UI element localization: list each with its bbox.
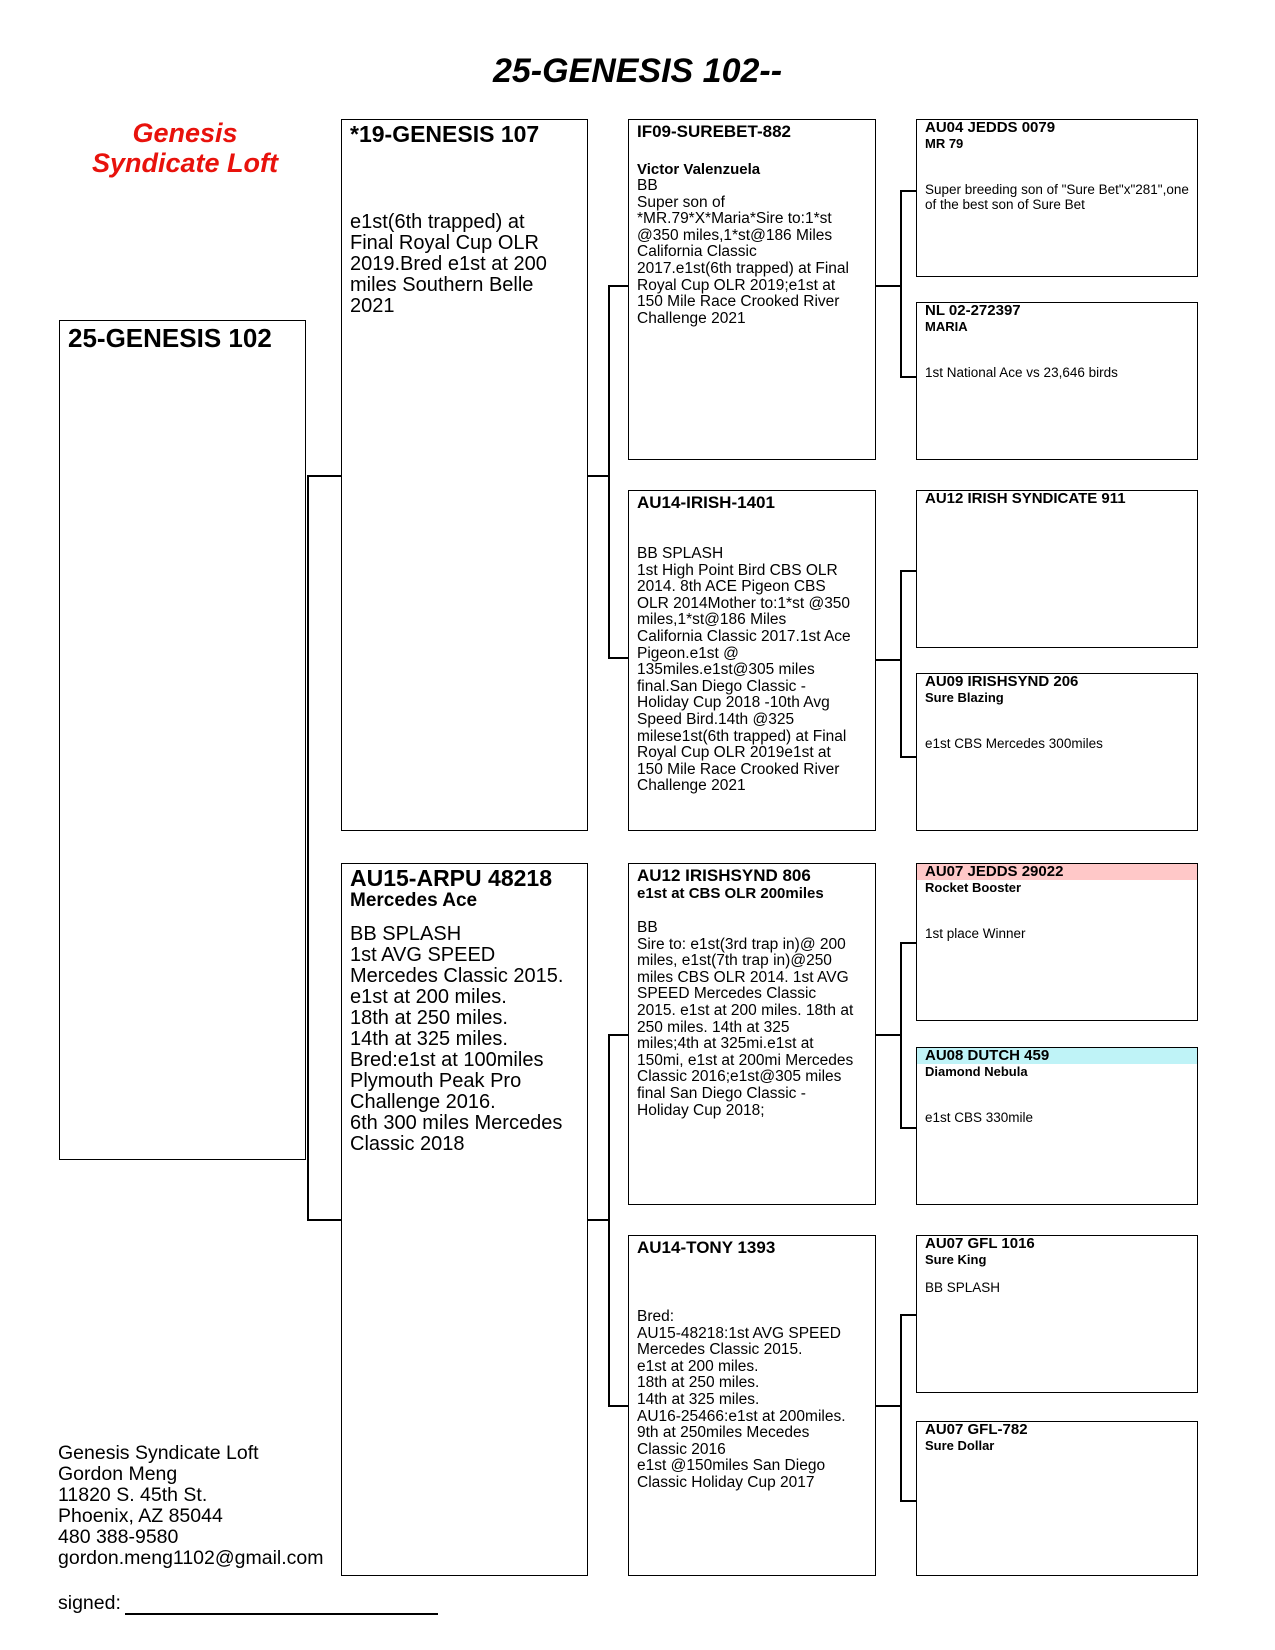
ggp-name-4: AU09 IRISHSYND 206: [925, 673, 1079, 690]
ggp-name-5: AU07 JEDDS 29022: [917, 864, 1197, 880]
connector-line: [900, 942, 902, 1127]
dam-name: AU15-ARPU 48218: [350, 865, 552, 891]
contact-email[interactable]: gordon.meng1102@gmail.com: [58, 1547, 324, 1569]
connector-line: [608, 285, 610, 657]
ggp-description-5: 1st place Winner: [925, 926, 1026, 941]
subject-box: [59, 320, 306, 1160]
dam-sire-name: AU12 IRISHSYND 806: [637, 866, 811, 885]
connector-line: [307, 1219, 341, 1221]
connector-line: [900, 1127, 916, 1129]
contact-city: Phoenix, AZ 85044: [58, 1505, 223, 1527]
ggp-box-1: [916, 119, 1198, 277]
ggp-box-5: [916, 863, 1198, 1021]
sire-sire-description: BB Super son of *MR.79*X*Maria*Sire to:1*st @350 miles,1*st@186 Miles California Classic 2017.e1st(6th trapped) at Final Royal Cup OLR 2019;e1st at 150 Mile Race Crooked River Challenge 2021: [637, 177, 849, 327]
sire-dam-name: AU14-IRISH-1401: [637, 493, 775, 512]
loft-name: [60, 118, 310, 178]
ggp-description-2: 1st National Ace vs 23,646 birds: [925, 365, 1118, 380]
sire-sire-subtitle: Victor Valenzuela: [637, 161, 761, 178]
ggp-name-6: AU08 DUTCH 459: [917, 1048, 1197, 1064]
ggp-subtitle-5: Rocket Booster: [925, 880, 1022, 895]
sire-description: e1st(6th trapped) at Final Royal Cup OLR 2019.Bred e1st at 200 miles Southern Belle 2021: [350, 211, 547, 317]
signed-label: signed:: [58, 1592, 121, 1614]
connector-line: [900, 376, 916, 378]
ggp-description-1: Super breeding son of "Sure Bet"x"281",one of the best son of Sure Bet: [925, 182, 1189, 212]
connector-line: [900, 570, 902, 756]
ggp-subtitle-8: Sure Dollar: [925, 1438, 995, 1453]
dam-sire-description: BB Sire to: e1st(3rd trap in)@ 200 miles, e1st(7th trap in)@250 miles CBS OLR 2014. 1st AVG SPEED Mercedes Classic 2015. e1st at 200 miles. 18th at 250 miles. 14th at 325 miles;4th at 325mi.e1st at 150mi, e1st at 200mi Mercedes Classic 2016;e1st@305 miles final San Diego Classic - Holiday Cup 2018;: [637, 919, 854, 1119]
connector-line: [608, 1034, 628, 1036]
dam-description: BB SPLASH 1st AVG SPEED Mercedes Classic 2015. e1st at 200 miles. 18th at 250 miles. 14th at 325 miles. Bred:e1st at 100miles Plymouth Peak Pro Challenge 2016. 6th 300 miles Mercedes Classic 2018: [350, 923, 564, 1155]
ggp-box-6: [916, 1047, 1198, 1205]
contact-loft: Genesis Syndicate Loft: [58, 1442, 259, 1464]
ggp-subtitle-2: MARIA: [925, 319, 968, 334]
ggp-box-4: [916, 673, 1198, 831]
ggp-name-1: AU04 JEDDS 0079: [925, 119, 1056, 136]
ggp-name-8: AU07 GFL-782: [925, 1421, 1028, 1438]
connector-line: [307, 475, 309, 1219]
loft-name-line2: Syndicate Loft: [91, 148, 279, 178]
ggp-name-3: AU12 IRISH SYNDICATE 911: [925, 490, 1126, 507]
connector-line: [876, 659, 900, 661]
dam-dam-box: [628, 1235, 876, 1576]
sire-box: [341, 119, 588, 831]
contact-block: [58, 1443, 324, 1569]
connector-line: [608, 657, 628, 659]
ggp-description-4: e1st CBS Mercedes 300miles: [925, 736, 1103, 751]
connector-line: [900, 756, 916, 758]
sire-name: *19-GENESIS 107: [350, 121, 540, 147]
sire-sire-name: IF09-SUREBET-882: [637, 122, 791, 141]
dam-subtitle: Mercedes Ace: [350, 890, 478, 911]
connector-line: [900, 1500, 916, 1502]
connector-line: [608, 1405, 628, 1407]
connector-line: [876, 285, 900, 287]
ggp-name-2: NL 02-272397: [925, 302, 1021, 319]
ggp-box-3: [916, 490, 1198, 648]
contact-street: 11820 S. 45th St.: [58, 1484, 208, 1506]
sire-dam-description: BB SPLASH 1st High Point Bird CBS OLR 2014. 8th ACE Pigeon CBS OLR 2014Mother to:1*st @350 miles,1*st@186 Miles California Classic 2017.1st Ace Pigeon.e1st @ 135miles.e1st@305 miles final.San Diego Classic - Holiday Cup 2018 -10th Avg Speed Bird.14th @325 milese1st(6th trapped) at Final Royal Cup OLR 2019e1st at 150 Mile Race Crooked River Challenge 2021: [637, 545, 851, 795]
connector-line: [900, 942, 916, 944]
dam-sire-subtitle: e1st at CBS OLR 200miles: [637, 885, 824, 902]
ggp-description-6: e1st CBS 330mile: [925, 1110, 1034, 1125]
ggp-description-7: BB SPLASH: [925, 1280, 1001, 1295]
contact-owner: Gordon Meng: [58, 1463, 178, 1485]
ggp-subtitle-6: Diamond Nebula: [925, 1064, 1028, 1079]
connector-line: [900, 1314, 916, 1316]
connector-line: [608, 285, 628, 287]
connector-line: [876, 1034, 900, 1036]
ggp-box-7: [916, 1235, 1198, 1393]
contact-phone: 480 388-9580: [58, 1526, 179, 1548]
connector-line: [900, 190, 902, 376]
connector-line: [900, 1314, 902, 1500]
connector-line: [900, 190, 916, 192]
ggp-subtitle-4: Sure Blazing: [925, 690, 1004, 705]
connector-line: [307, 475, 341, 477]
connector-line: [588, 475, 608, 477]
ggp-box-2: [916, 302, 1198, 460]
ggp-box-8: [916, 1421, 1198, 1576]
connector-line: [608, 1034, 610, 1405]
loft-name-line1: Genesis: [132, 118, 238, 148]
dam-sire-box: [628, 863, 876, 1205]
sire-sire-box: [628, 119, 876, 460]
pedigree-title: 25-GENESIS 102--: [492, 52, 783, 90]
signature-line[interactable]: [125, 1613, 438, 1615]
dam-box: [341, 863, 588, 1576]
ggp-subtitle-1: MR 79: [925, 136, 964, 151]
connector-line: [588, 1219, 608, 1221]
dam-dam-description: Bred: AU15-48218:1st AVG SPEED Mercedes Classic 2015. e1st at 200 miles. 18th at 250 miles. 14th at 325 miles. AU16-25466:e1st at 200miles. 9th at 250miles Mecedes Classic 2016 e1st @150miles San Diego Classic Holiday Cup 2017: [637, 1308, 846, 1491]
dam-dam-name: AU14-TONY 1393: [637, 1238, 776, 1257]
ggp-subtitle-7: Sure King: [925, 1252, 987, 1267]
connector-line: [900, 570, 916, 572]
ggp-name-7: AU07 GFL 1016: [925, 1235, 1035, 1252]
sire-dam-box: [628, 490, 876, 831]
subject-name: 25-GENESIS 102: [68, 323, 272, 353]
connector-line: [876, 1405, 900, 1407]
